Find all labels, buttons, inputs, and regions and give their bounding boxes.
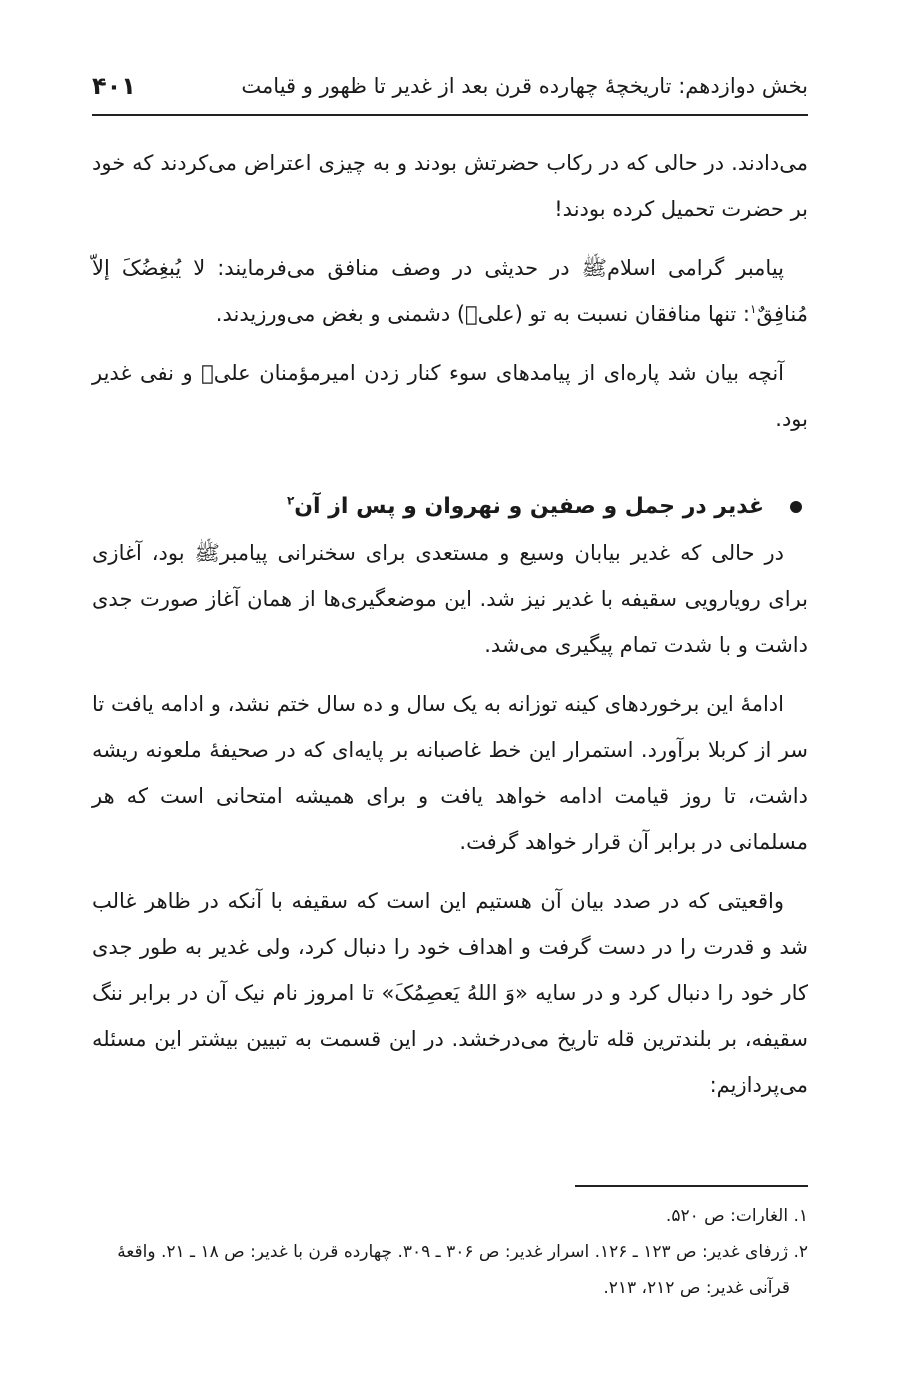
paragraph-5: ادامهٔ این برخوردهای کینه توزانه به یک سال و ده سال ختم نشد، و ادامه یافت تا سر از کربلا برآورد. استمرار این خط غاصبانه بر پایه‌ای که در صحیفهٔ ملعونه ریشه داشت، تا روز قیامت ادامه خواهد یافت و برای همیشه امتحانی است که هر مسلمانی در برابر آن قرار خواهد گرفت. (92, 692, 808, 854)
body-text (92, 140, 808, 1121)
footnote-1: ۱. الغارات: ص ۵۲۰. (665, 1206, 808, 1226)
paragraph-2-text: پیامبر گرامی اسلامﷺ در حدیثی در وصف منافق می‌فرمایند: لا یُبغِضُکَ إلاّ مُنافِقٌ (92, 256, 808, 326)
footnote-divider (575, 1185, 808, 1187)
footnotes (92, 1198, 808, 1306)
footnote-2: ۲. ژرفای غدیر: ص ۱۲۳ ـ ۱۲۶. اسرار غدیر: ص ۳۰۶ ـ ۳۰۹. چهارده قرن با غدیر: ص ۱۸ ـ ۲۱. واقعهٔ (117, 1242, 808, 1262)
paragraph-2-text-end: : تنها منافقان نسبت به تو (علیؑ) دشمنی و بغض می‌ورزیدند. (215, 302, 750, 326)
paragraph-3: آنچه بیان شد پاره‌ای از پیامدهای سوء کنار زدن امیرمؤمنان علیؑ و نفی غدیر بود. (92, 361, 808, 431)
footnote-ref-1[interactable]: ۱ (750, 302, 757, 316)
section-heading-text: غدیر در جمل و صفین و نهروان و پس از آن (294, 494, 764, 519)
bullet-icon (790, 501, 802, 513)
page-number: ۴۰۱ (92, 72, 136, 100)
paragraph-1: می‌دادند. در حالی که در رکاب حضرتش بودند و به چیزی اعتراض می‌کردند که خود بر حضرت تحمیل کرده بودند! (92, 151, 808, 221)
paragraph-2 (92, 245, 808, 337)
running-title: بخش دوازدهم: تاریخچهٔ چهارده قرن بعد از غدیر تا ظهور و قیامت (241, 74, 808, 98)
paragraph-6: واقعیتی که در صدد بیان آن هستیم این است که سقیفه با آنکه در ظاهر غالب شد و قدرت را در دست گرفت و اهداف خود را دنبال کرد، ولی غدیر به طور جدی کار خود را دنبال کرد و در سایه «وَ اللهُ یَعصِمُکَ» تا امروز نام نیک آن در برابر ننگ سقیفه، بر بلندترین قله تاریخ می‌درخشد. در این قسمت به تبیین بیشتر این مسئله می‌پردازیم: (92, 889, 808, 1097)
page-header (92, 66, 808, 116)
section-heading (92, 484, 808, 530)
footnote-2-continued: قرآنی غدیر: ص ۲۱۲، ۲۱۳. (603, 1278, 790, 1298)
footnote-ref-2[interactable]: ۲ (286, 493, 295, 508)
paragraph-4: در حالی که غدیر بیابان وسیع و مستعدی برای سخنرانی پیامبرﷺ بود، آغازی برای رویارویی سقیفه با غدیر نیز شد. این موضعگیری‌ها از همان آغاز صورت جدی داشت و با شدت تمام پیگیری می‌شد. (92, 541, 808, 657)
